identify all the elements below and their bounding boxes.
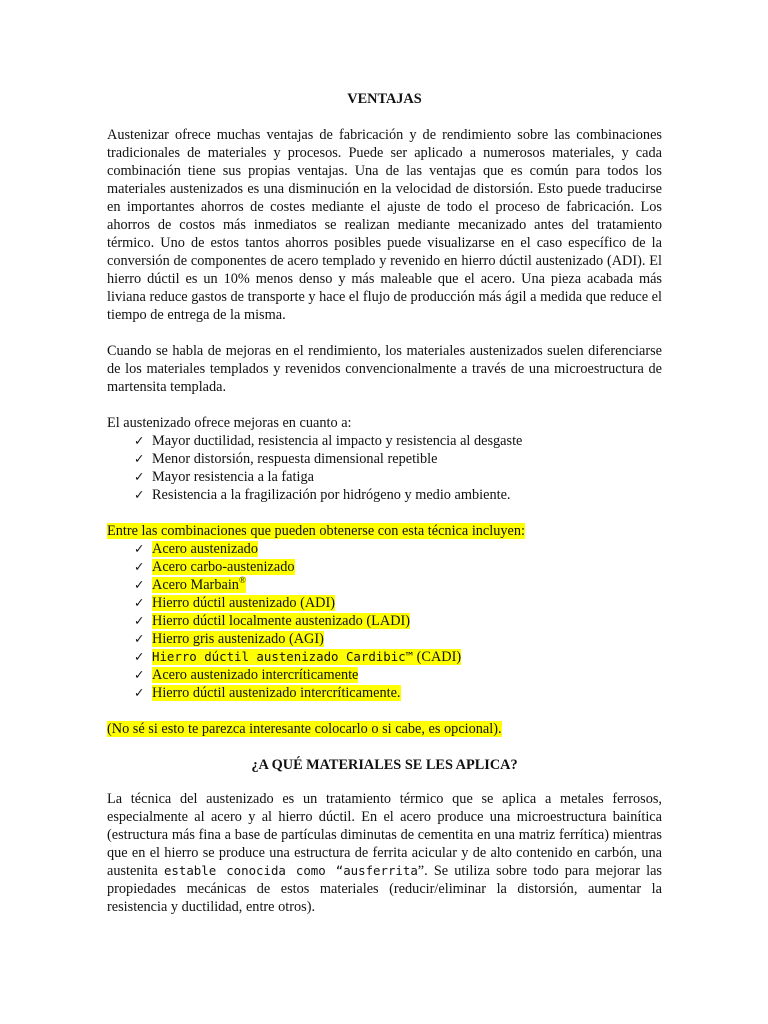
- list-item: ✓ Hierro dúctil austenizado Cardibic™ (CADI): [134, 649, 462, 665]
- paragraph-rendimiento: Cuando se habla de mejoras en el rendimiento, los materiales austenizados suelen diferenciarse de los materiales templados y revenidos convencionalmente a través de una microestructura de martensita templada.: [107, 343, 662, 395]
- editor-note: (No sé si esto te parezca interesante colocarlo o si cabe, es opcional).: [107, 721, 502, 737]
- improvements-list: [107, 432, 662, 504]
- checkmark-icon: ✓: [134, 577, 145, 592]
- list-item: ✓ Acero austenizado intercríticamente: [134, 667, 359, 683]
- checkmark-icon: ✓: [134, 631, 145, 646]
- checkmark-icon: ✓: [134, 649, 145, 664]
- improvements-intro: El austenizado ofrece mejoras en cuanto a:: [107, 415, 352, 431]
- checkmark-icon: ✓: [134, 433, 145, 448]
- checkmark-icon: ✓: [134, 451, 145, 466]
- list-item: ✓ Hierro gris austenizado (AGI): [134, 631, 324, 647]
- paragraph-materiales: La técnica del austenizado es un tratamiento térmico que se aplica a metales ferrosos, especialmente al acero y al hierro dúctil. En el acero produce una microestructura bainítica (estructura más fina a base de partículas diminutas de cementita en una matriz ferrítica) mientras que en el hierro se produce una estructura de ferrita acicular y de alto contenido en carbón, una austenita estable conocida como “ausferrita”. Se utiliza sobre todo para mejorar las propiedades mecánicas de estos materiales (reducir/eliminar la distorsión, aumentar la resistencia y ductilidad, entre otros).: [107, 791, 662, 915]
- checkmark-icon: ✓: [134, 469, 145, 484]
- checkmark-icon: ✓: [134, 595, 145, 610]
- heading-ventajas: VENTAJAS: [347, 91, 422, 107]
- registered-mark: ®: [238, 575, 246, 585]
- list-item: ✓ Hierro dúctil localmente austenizado (LADI): [134, 613, 411, 629]
- paragraph-ventajas: Austenizar ofrece muchas ventajas de fabricación y de rendimiento sobre las combinaciones tradicionales de materiales y procesos. Puede ser aplicado a numerosos materiales, y cada combinación tiene sus propias ventajas. Una de las ventajas que es común para todos los materiales austenizados es una disminución en la velocidad de distorsión. Esto puede traducirse en importantes ahorros de costes mediante el ajuste de todo el proceso de fabricación. Los ahorros de costos más inmediatos se realizan mediante mecanizado antes del tratamiento térmico. Uno de estos tantos ahorros posibles puede visualizarse en el caso específico de la conversión de componentes de acero templado y revenido en hierro dúctil austenizado (ADI). El hierro dúctil es un 10% menos denso y más maleable que el acero. Una pieza acabada más liviana reduce gastos de transporte y hace el flujo de producción más ágil a medida que reduce el tiempo de entrega de la misma.: [107, 127, 662, 323]
- document-page: [107, 90, 662, 934]
- checkmark-icon: ✓: [134, 559, 145, 574]
- combinations-list: [107, 540, 662, 702]
- checkmark-icon: ✓: [134, 541, 145, 556]
- list-item: ✓ Menor distorsión, respuesta dimensional repetible: [134, 451, 438, 467]
- list-item: ✓ Hierro dúctil austenizado intercríticamente.: [134, 685, 401, 701]
- checkmark-icon: ✓: [134, 685, 145, 700]
- list-item: ✓ Acero Marbain®: [134, 575, 246, 593]
- checkmark-icon: ✓: [134, 613, 145, 628]
- list-item: ✓ Mayor resistencia a la fatiga: [134, 469, 314, 485]
- list-item: ✓ Acero carbo-austenizado: [134, 559, 295, 575]
- list-item: ✓ Resistencia a la fragilización por hidrógeno y medio ambiente.: [134, 487, 511, 503]
- checkmark-icon: ✓: [134, 667, 145, 682]
- list-item: ✓ Hierro dúctil austenizado (ADI): [134, 595, 336, 611]
- list-item: ✓ Acero austenizado: [134, 541, 258, 557]
- heading-materiales: ¿A QUÉ MATERIALES SE LES APLICA?: [251, 757, 518, 773]
- combinations-intro: Entre las combinaciones que pueden obtenerse con esta técnica incluyen:: [107, 523, 526, 539]
- checkmark-icon: ✓: [134, 487, 145, 502]
- list-item: ✓ Mayor ductilidad, resistencia al impacto y resistencia al desgaste: [134, 433, 523, 449]
